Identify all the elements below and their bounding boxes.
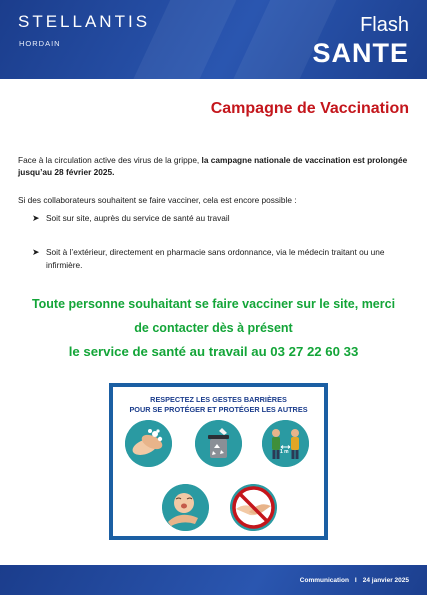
poster-subtitle: POUR SE PROTÉGER ET PROTÉGER LES AUTRES xyxy=(129,405,308,414)
arrow-bullet-icon: ➤ xyxy=(32,247,40,257)
bullet-text: Soit sur site, auprès du service de santé au travail xyxy=(46,213,230,223)
footer-banner xyxy=(0,565,427,595)
footer-info xyxy=(300,577,409,584)
site-name: HORDAIN xyxy=(19,39,61,48)
distancing-icon xyxy=(262,420,309,467)
bullet-item xyxy=(32,246,412,272)
intro-bold-text: la campagne nationale de vaccination est prolongée jusqu’au 28 février 2025. xyxy=(18,155,408,177)
arrow-bullet-icon: ➤ xyxy=(32,213,40,223)
sante-label: SANTE xyxy=(312,38,409,68)
brand-name: STELLANTIS xyxy=(18,12,151,31)
sneeze-elbow-icon xyxy=(162,484,209,531)
possibility-paragraph: Si des collaborateurs souhaitent se faire vacciner, cela est encore possible : xyxy=(18,195,297,205)
callout-line: Toute personne souhaitant se faire vacciner sur le site, merci xyxy=(31,297,396,311)
page-title: Campagne de Vaccination xyxy=(210,100,409,117)
no-handshake-icon xyxy=(230,484,277,531)
footer-department: Communication xyxy=(299,577,349,584)
footer-separator: I xyxy=(354,577,357,584)
bullet-text: Soit à l’extérieur, directement en pharmacie sans ordonnance, via le médecin traitant ou une infirmière. xyxy=(46,247,385,270)
distance-label: 1 m xyxy=(280,449,289,455)
intro-paragraph xyxy=(18,154,410,178)
poster-title: RESPECTEZ LES GESTES BARRIÈRES xyxy=(150,395,287,404)
bullet-item xyxy=(32,212,412,225)
footer-date: 24 janvier 2025 xyxy=(362,577,409,584)
handwashing-icon xyxy=(125,420,172,467)
trash-bin-icon xyxy=(195,420,242,467)
header-banner xyxy=(0,0,427,79)
barrier-gestures-poster xyxy=(109,383,328,540)
intro-text: Face à la circulation active des virus de la grippe, xyxy=(18,155,202,165)
callout-line: de contacter dès à présent xyxy=(134,321,293,335)
callout-phone-line: le service de santé au travail au 03 27 22 60 33 xyxy=(68,344,359,359)
flash-label: Flash xyxy=(360,14,409,36)
poster-body xyxy=(113,387,324,536)
